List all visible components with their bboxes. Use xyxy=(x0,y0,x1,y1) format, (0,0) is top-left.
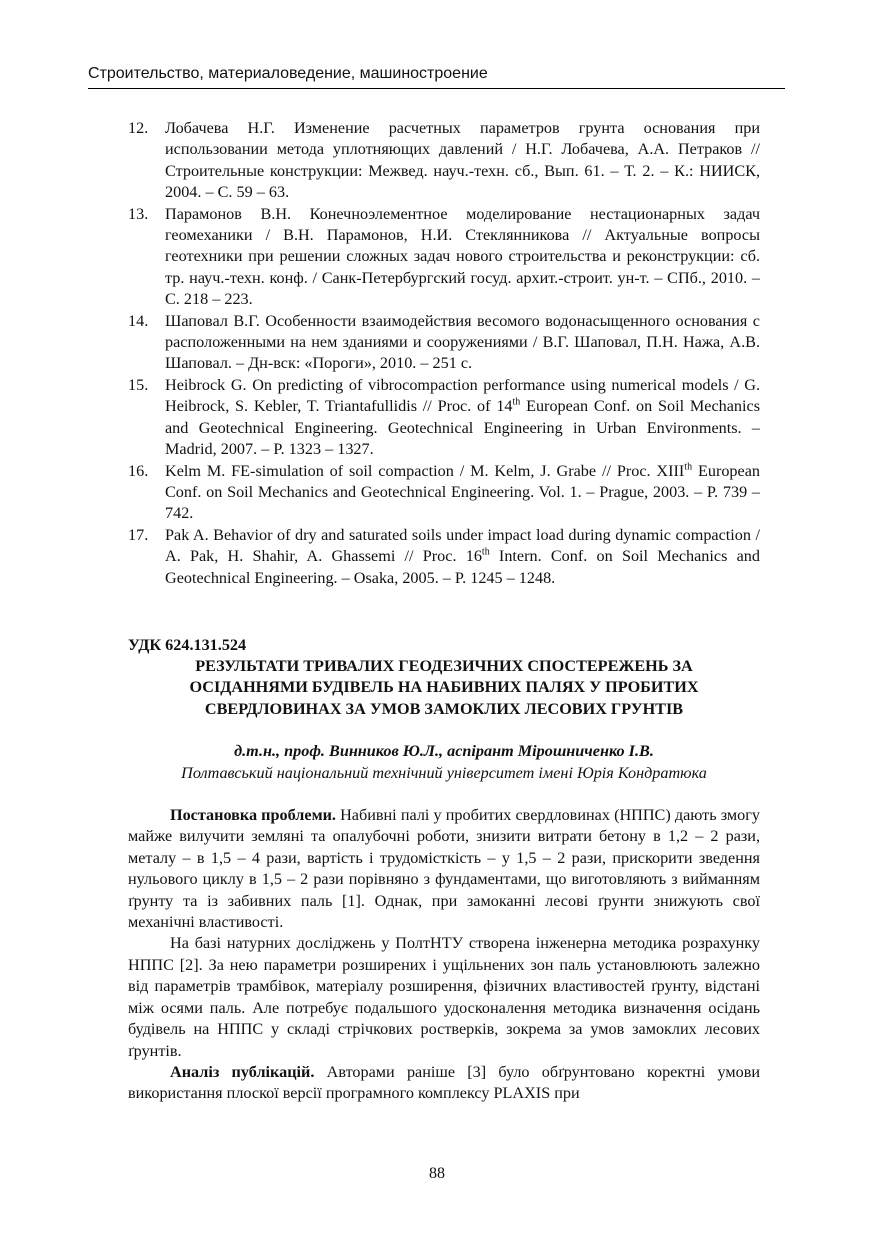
paragraph-lead: Аналіз публікацій. xyxy=(170,1062,315,1081)
superscript: th xyxy=(684,461,693,473)
paragraph-text: Набивні палі у пробитих свердловинах (НППС) дають змогу майже вилучити земляні та опалубочні роботи, знизити витрати бетону в 1,2 – 2 рази, металу – в 1,5 – 4 рази, вартість і трудомісткість – у 1,5 – 2 рази, прискорити зведення нульового циклу в 1,5 – 2 рази порівняно з фундаментами, що виготовляють з вийманням ґрунту та із забивних паль [1]. Однак, при замоканні лесові ґрунти знижують свої механічні властивості. xyxy=(128,806,760,932)
reference-number: 15. xyxy=(128,375,149,394)
reference-list xyxy=(128,118,760,589)
title-line: РЕЗУЛЬТАТИ ТРИВАЛИХ ГЕОДЕЗИЧНИХ СПОСТЕРЕЖЕНЬ ЗА xyxy=(195,657,693,675)
running-header: Строительство, материаловедение, машиностроение xyxy=(88,62,785,89)
paragraph-text: На базі натурних досліджень у ПолтНТУ створена інженерна методика розрахунку НППС [2]. За нею параметри розширених і ущільнених зон паль установлюють залежно від параметрів трамбівок, матеріалу розширення, фізичних властивостей ґрунту, відстані між осями паль. Але потребує подальшого удосконалення методика визначення осідань будівель на НППС у складі стрічкових ростверків, зокрема за умов замоклих лесових ґрунтів. xyxy=(128,934,760,1060)
paragraph xyxy=(128,933,760,1061)
paragraph xyxy=(128,805,760,933)
reference-item xyxy=(128,461,760,525)
reference-text: Шаповал В.Г. Особенности взаимодействия весомого водонасыщенного основания с расположенными на нем зданиями и сооружениями / В.Г. Шаповал, П.Н. Нажа, А.В. Шаповал. – Дн-вск: «Пороги», 2010. – 251 с. xyxy=(165,311,760,373)
reference-number: 16. xyxy=(128,461,149,480)
reference-text-cont: Intern. Conf. on Soil Mechanics and Geotechnical Engineering. – Osaka, 2005. – P. 1245 – 1248. xyxy=(165,547,760,587)
reference-item xyxy=(128,118,760,204)
article-title xyxy=(128,656,760,720)
reference-item xyxy=(128,311,760,375)
article xyxy=(128,635,760,1105)
superscript: th xyxy=(512,396,521,408)
reference-number: 13. xyxy=(128,204,149,223)
reference-text: Парамонов В.Н. Конечноэлементное моделирование нестационарных задач геомеханики / В.Н. Парамонов, Н.И. Стеклянникова // Актуальные вопросы геотехники при решении сложных задач нового строительства и реконструкции: сб. тр. науч.-техн. конф. / Санк-Петербургский госуд. архит.-строит. ун-т. – СПб., 2010. – С. 218 – 223. xyxy=(165,204,760,309)
reference-number: 17. xyxy=(128,525,149,544)
affiliation: Полтавський національний технічний університет імені Юрія Кондратюка xyxy=(181,763,707,782)
reference-number: 12. xyxy=(128,119,149,137)
reference-item xyxy=(128,204,760,311)
reference-text: Лобачева Н.Г. Изменение расчетных параметров грунта основания при использовании метода уплотняющих давлений / Н.Г. Лобачева, А.А. Петраков // Строительные конструкции: Межвед. науч.-техн. сб., Вып. 61. – Т. 2. – К.: НИИСК, 2004. – С. 59 – 63. xyxy=(165,119,760,202)
reference-text: Pak A. Behavior of dry and saturated soils under impact load during dynamic compaction / A. Pak, H. Shahir, A. Ghassemi // Proc. 16 xyxy=(165,525,760,566)
udk-code: УДК 624.131.524 xyxy=(128,636,247,654)
reference-text: Heibrock G. On predicting of vibrocompaction performance using numerical models / G. Heibrock, S. Kebler, T. Triantafullidis // Proc. of 14 xyxy=(165,375,760,416)
reference-item xyxy=(128,375,760,461)
paragraph xyxy=(128,1062,760,1105)
title-line: СВЕРДЛОВИНАХ ЗА УМОВ ЗАМОКЛИХ ЛЕСОВИХ ГРУНТІВ xyxy=(204,699,684,718)
paragraph-text: Авторами раніше [3] було обґрунтовано коректні умови використання плоскої версії програмного комплексу PLAXIS при xyxy=(128,1062,760,1103)
superscript: th xyxy=(481,546,490,558)
title-line: ОСІДАННЯМИ БУДІВЕЛЬ НА НАБИВНИХ ПАЛЯХ У ПРОБИТИХ xyxy=(189,678,699,697)
page-number: 88 xyxy=(429,1165,445,1182)
reference-text-cont: European Conf. on Soil Mechanics and Geotechnical Engineering. Geotechnical Engineering in Urban Environments. – Madrid, 2007. – P. 1323 – 1327. xyxy=(165,397,760,459)
paragraph-lead: Постановка проблеми. xyxy=(170,806,336,825)
reference-item xyxy=(128,525,760,589)
authors: д.т.н., проф. Винников Ю.Л., аспірант Мірошниченко І.В. xyxy=(234,742,654,761)
reference-text-cont: European Conf. on Soil Mechanics and Geotechnical Engineering. Vol. 1. – Prague, 2003. – P. 739 – 742. xyxy=(165,461,760,523)
reference-text: Kelm M. FE-simulation of soil compaction / M. Kelm, J. Grabe // Proc. XIII xyxy=(165,461,685,480)
reference-number: 14. xyxy=(128,311,149,330)
